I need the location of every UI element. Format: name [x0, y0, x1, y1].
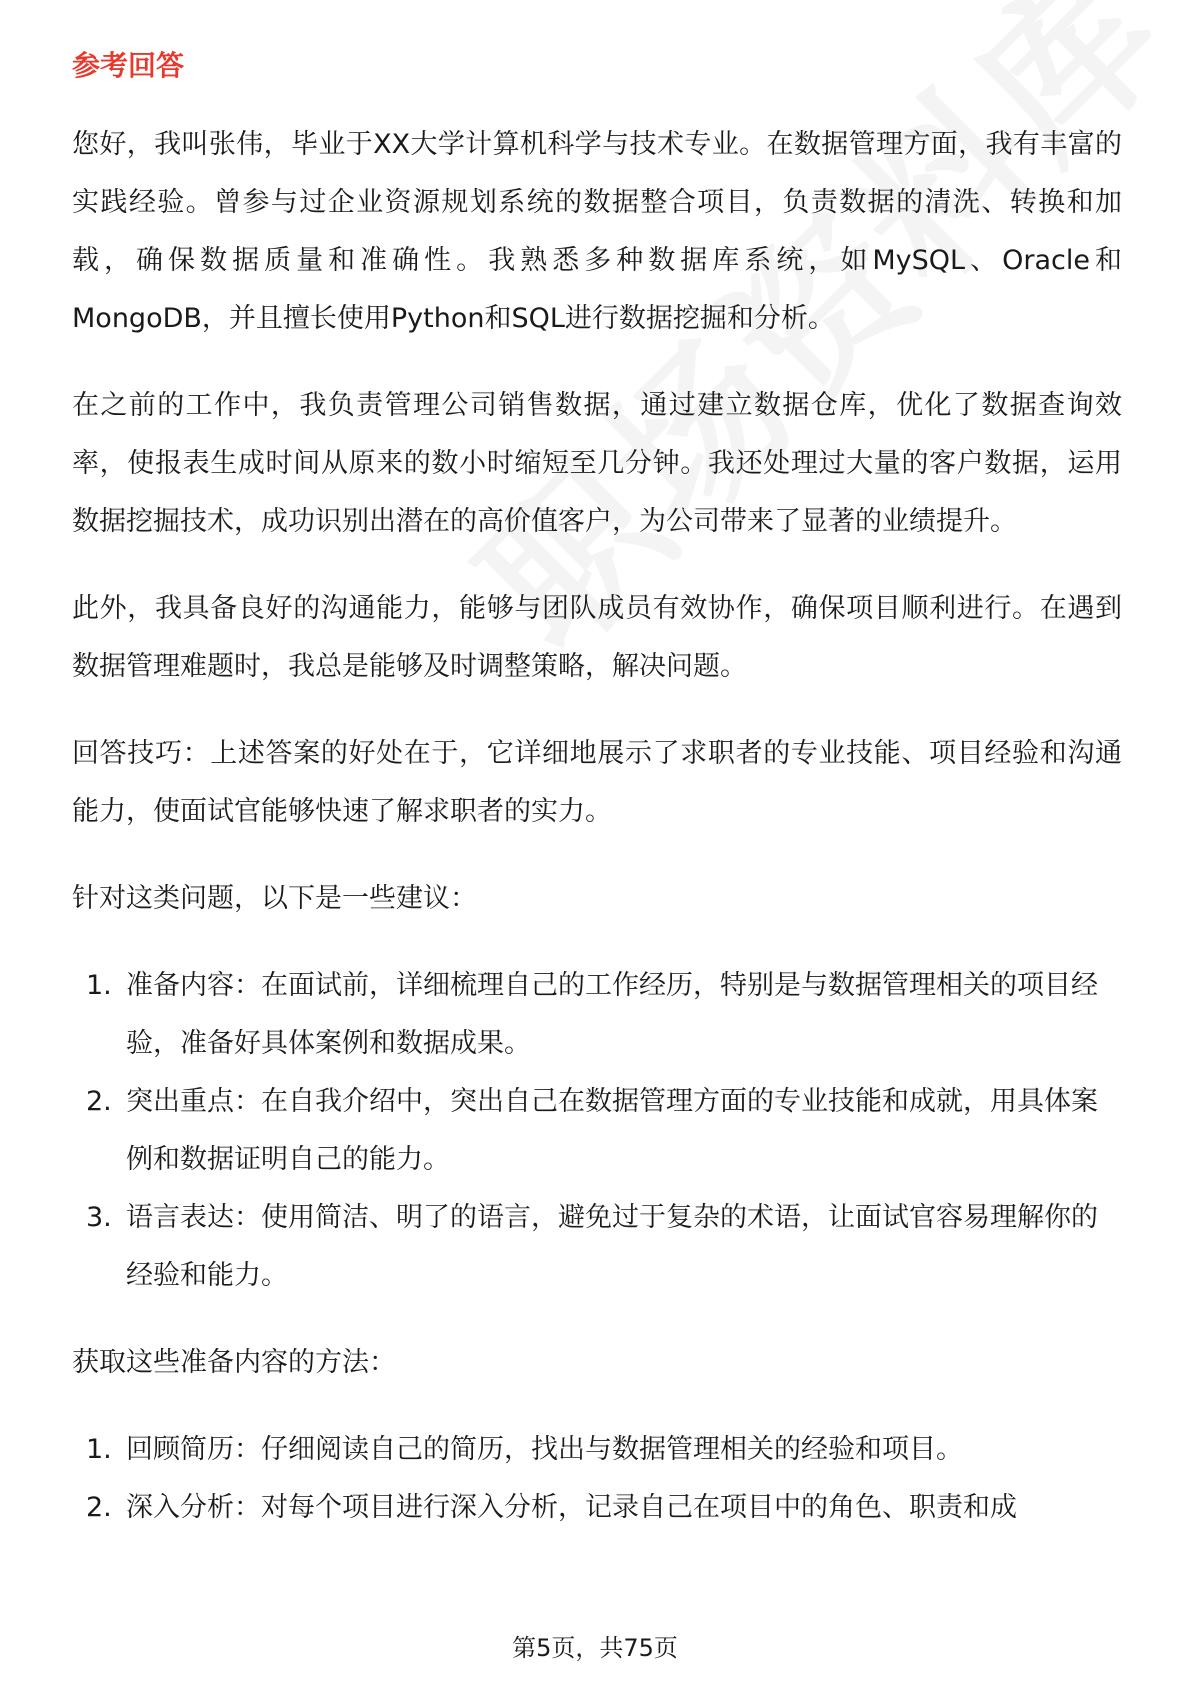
list-number: 1. [86, 970, 112, 1001]
list-number: 3. [86, 1202, 112, 1233]
list-number: 2. [86, 1086, 112, 1117]
answer-paragraph-2: 在之前的工作中，我负责管理公司销售数据，通过建立数据仓库，优化了数据查询效率，使报表生成时间从原来的数小时缩短至几分钟。我还处理过大量的客户数据，运用数据挖掘技术，成功识别出潜在的高价值客户，为公司带来了显著的业绩提升。 [72, 390, 1122, 537]
page-number-footer: 第5页，共75页 [512, 1634, 678, 1662]
list-item-text: 语言表达：使用简洁、明了的语言，避免过于复杂的术语，让面试官容易理解你的经验和能力。 [126, 1202, 1098, 1291]
list-item-text: 准备内容：在面试前，详细梳理自己的工作经历，特别是与数据管理相关的项目经验，准备好具体案例和数据成果。 [126, 970, 1098, 1059]
suggestions-intro: 针对这类问题，以下是一些建议： [72, 883, 477, 914]
list-item [72, 957, 1122, 1073]
answer-paragraph-3: 此外，我具备良好的沟通能力，能够与团队成员有效协作，确保项目顺利进行。在遇到数据管理难题时，我总是能够及时调整策略，解决问题。 [72, 593, 1122, 682]
list-item-text: 突出重点：在自我介绍中，突出自己在数据管理方面的专业技能和成就，用具体案例和数据证明自己的能力。 [126, 1086, 1098, 1175]
list-number: 2. [86, 1492, 112, 1523]
list-item [72, 1073, 1122, 1189]
suggestions-list [72, 957, 1122, 1305]
section-heading: 参考回答 [72, 49, 185, 82]
document-content [72, 46, 1122, 1566]
list-item-text: 回顾简历：仔细阅读自己的简历，找出与数据管理相关的经验和项目。 [126, 1434, 963, 1465]
list-item [72, 1421, 1122, 1479]
list-item [72, 1479, 1122, 1537]
answer-paragraph-1: 您好，我叫张伟，毕业于XX大学计算机科学与技术专业。在数据管理方面，我有丰富的实践经验。曾参与过企业资源规划系统的数据整合项目，负责数据的清洗、转换和加载，确保数据质量和准确性。我熟悉多种数据库系统，如MySQL、Oracle和MongoDB，并且擅长使用Python和SQL进行数据挖掘和分析。 [72, 129, 1122, 334]
methods-intro: 获取这些准备内容的方法： [72, 1347, 396, 1378]
tips-paragraph: 回答技巧：上述答案的好处在于，它详细地展示了求职者的专业技能、项目经验和沟通能力，使面试官能够快速了解求职者的实力。 [72, 738, 1122, 827]
methods-list [72, 1421, 1122, 1537]
list-number: 1. [86, 1434, 112, 1465]
list-item [72, 1189, 1122, 1305]
list-item-text: 深入分析：对每个项目进行深入分析，记录自己在项目中的角色、职责和成 [126, 1492, 1017, 1523]
